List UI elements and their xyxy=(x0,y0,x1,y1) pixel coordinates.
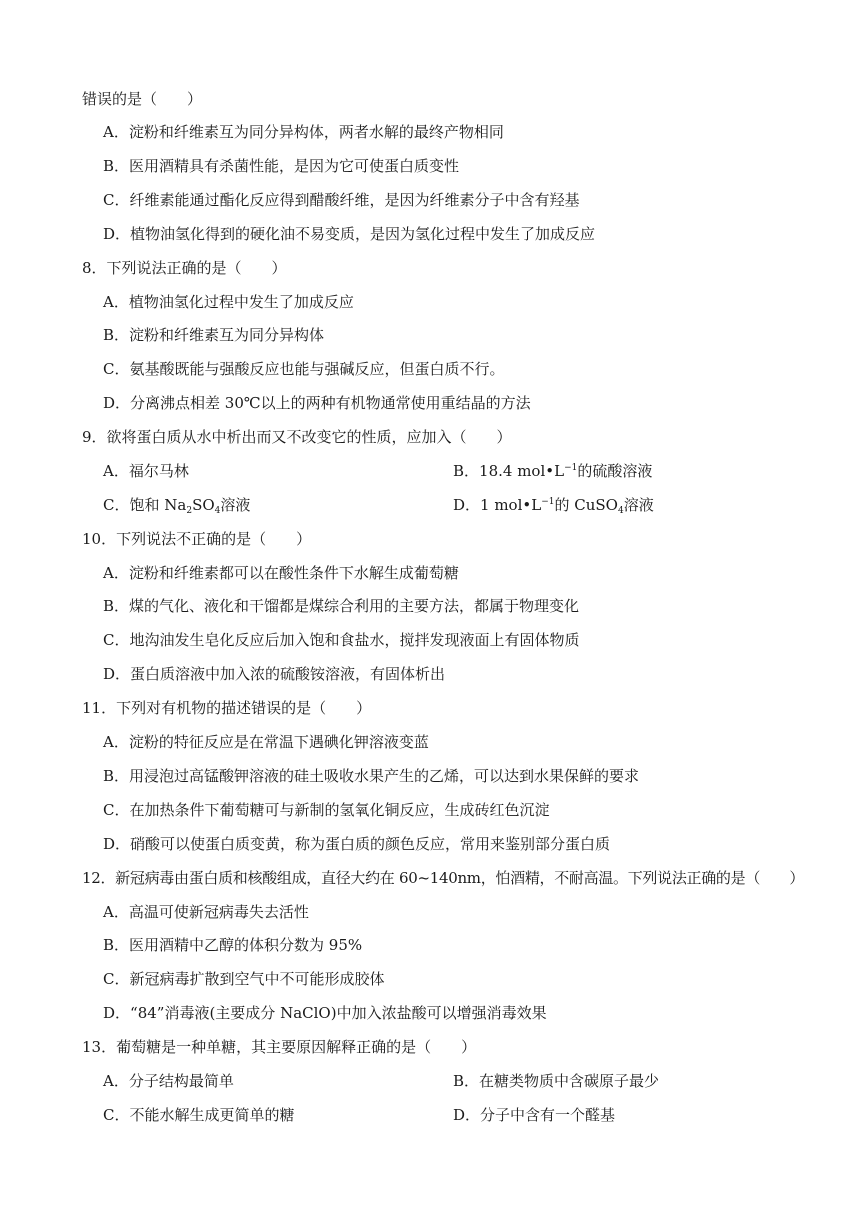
option-7b: B．医用酒精具有杀菌性能，是因为它可使蛋白质变性 xyxy=(103,157,460,175)
question-11: 11．下列对有机物的描述错误的是（ ） xyxy=(82,699,372,717)
option-10b: B．煤的气化、液化和干馏都是煤综合利用的主要方法，都属于物理变化 xyxy=(103,597,580,615)
option-8d: D．分离沸点相差 30℃以上的两种有机物通常使用重结晶的方法 xyxy=(103,394,531,412)
option-13a: A．分子结构最简单 xyxy=(103,1072,234,1090)
option-8a: A．植物油氢化过程中发生了加成反应 xyxy=(103,293,354,311)
option-12c: C．新冠病毒扩散到空气中不可能形成胶体 xyxy=(103,970,385,988)
option-13c: C．不能水解生成更简单的糖 xyxy=(103,1106,295,1124)
option-9a: A．福尔马林 xyxy=(103,462,189,480)
option-10a: A．淀粉和纤维素都可以在酸性条件下水解生成葡萄糖 xyxy=(103,564,459,582)
option-11c: C．在加热条件下葡萄糖可与新制的氢氧化铜反应，生成砖红色沉淀 xyxy=(103,801,550,819)
question-8: 8．下列说法正确的是（ ） xyxy=(82,259,287,277)
option-11d: D．硝酸可以使蛋白质变黄，称为蛋白质的颜色反应，常用来鉴别部分蛋白质 xyxy=(103,835,611,853)
option-13d: D．分子中含有一个醛基 xyxy=(453,1106,616,1124)
question-10: 10．下列说法不正确的是（ ） xyxy=(82,530,312,548)
option-7c: C．纤维素能通过酯化反应得到醋酸纤维，是因为纤维素分子中含有羟基 xyxy=(103,191,580,209)
option-11b: B．用浸泡过高锰酸钾溶液的硅土吸收水果产生的乙烯，可以达到水果保鲜的要求 xyxy=(103,767,640,785)
option-13b: B．在糖类物质中含碳原子最少 xyxy=(453,1072,660,1090)
option-11a: A．淀粉的特征反应是在常温下遇碘化钾溶液变蓝 xyxy=(103,733,429,751)
question-9: 9．欲将蛋白质从水中析出而又不改变它的性质，应加入（ ） xyxy=(82,428,512,446)
option-10d: D．蛋白质溶液中加入浓的硫酸铵溶液，有固体析出 xyxy=(103,665,446,683)
option-12d: D．“84”消毒液(主要成分 NaClO)中加入浓盐酸可以增强消毒效果 xyxy=(103,1004,547,1022)
option-8b: B．淀粉和纤维素互为同分异构体 xyxy=(103,326,325,344)
option-7d: D．植物油氢化得到的硬化油不易变质，是因为氢化过程中发生了加成反应 xyxy=(103,225,596,243)
option-9b: B．18.4 $mol•L^{-1}$的硫酸溶液 xyxy=(453,462,653,480)
question-12: 12．新冠病毒由蛋白质和核酸组成，直径大约在 60~140nm，怕酒精，不耐高温。下列说法正确的是（ ） xyxy=(82,869,805,887)
option-12b: B．医用酒精中乙醇的体积分数为 95% xyxy=(103,936,363,954)
option-7a: A．淀粉和纤维素互为同分异构体，两者水解的最终产物相同 xyxy=(103,123,504,141)
question-7-tail: 错误的是（ ） xyxy=(82,90,203,108)
option-9c: C．饱和 $Na_2SO_4$溶液 xyxy=(103,496,251,516)
question-13: 13．葡萄糖是一种单糖，其主要原因解释正确的是（ ） xyxy=(82,1038,477,1056)
option-10c: C．地沟油发生皂化反应后加入饱和食盐水，搅拌发现液面上有固体物质 xyxy=(103,631,580,649)
option-8c: C．氨基酸既能与强酸反应也能与强碱反应，但蛋白质不行。 xyxy=(103,360,505,378)
option-9d: D．1 $mol•L^{-1}$的 CuSO$_4$溶液 xyxy=(453,496,654,516)
option-12a: A．高温可使新冠病毒失去活性 xyxy=(103,903,309,921)
